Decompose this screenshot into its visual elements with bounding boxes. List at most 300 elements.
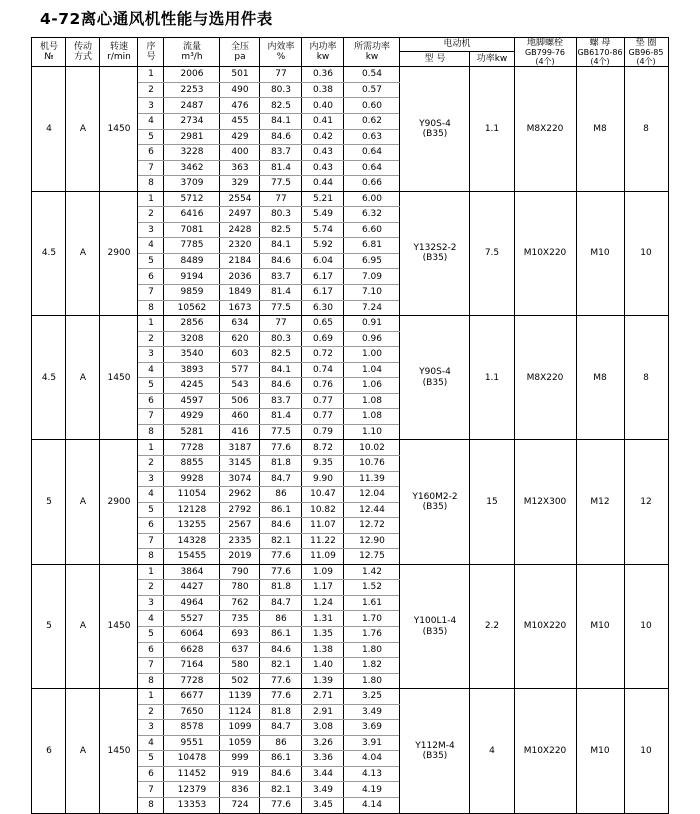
cell-power: 3.26 xyxy=(302,735,344,751)
col-header-speed: 转速 r/min xyxy=(100,37,138,67)
cell-pressure: 693 xyxy=(220,627,260,643)
cell-efficiency: 77.5 xyxy=(260,424,302,440)
cell-required-power: 0.60 xyxy=(344,98,400,114)
cell-power: 0.43 xyxy=(302,160,344,176)
cell-seq: 3 xyxy=(138,471,164,487)
cell-seq: 7 xyxy=(138,284,164,300)
cell-efficiency: 82.1 xyxy=(260,782,302,798)
cell-pressure: 490 xyxy=(220,82,260,98)
cell-motor-model: Y160M2-2 (B35) xyxy=(400,440,470,564)
cell-motor-kw: 1.1 xyxy=(470,316,514,440)
cell-flow: 6628 xyxy=(164,642,220,658)
cell-seq: 8 xyxy=(138,176,164,192)
cell-drive-type: A xyxy=(66,316,100,440)
cell-seq: 2 xyxy=(138,704,164,720)
cell-flow: 7728 xyxy=(164,673,220,689)
cell-required-power: 7.10 xyxy=(344,284,400,300)
cell-washer: 8 xyxy=(624,316,668,440)
cell-efficiency: 77.5 xyxy=(260,176,302,192)
cell-power: 1.39 xyxy=(302,673,344,689)
cell-power: 11.07 xyxy=(302,518,344,534)
cell-efficiency: 81.4 xyxy=(260,160,302,176)
col-header-flow: 流量 m³/h xyxy=(164,37,220,67)
cell-required-power: 1.08 xyxy=(344,393,400,409)
cell-motor-model: Y90S-4 (B35) xyxy=(400,316,470,440)
cell-power: 6.17 xyxy=(302,284,344,300)
cell-required-power: 1.70 xyxy=(344,611,400,627)
cell-required-power: 7.24 xyxy=(344,300,400,316)
cell-required-power: 12.75 xyxy=(344,549,400,565)
table-row xyxy=(32,689,668,705)
cell-efficiency: 77 xyxy=(260,191,302,207)
cell-pressure: 460 xyxy=(220,409,260,425)
cell-pressure: 2428 xyxy=(220,222,260,238)
cell-seq: 4 xyxy=(138,113,164,129)
cell-seq: 2 xyxy=(138,331,164,347)
cell-pressure: 735 xyxy=(220,611,260,627)
cell-power: 0.36 xyxy=(302,67,344,83)
cell-required-power: 4.13 xyxy=(344,766,400,782)
cell-required-power: 0.54 xyxy=(344,67,400,83)
cell-pressure: 919 xyxy=(220,766,260,782)
cell-power: 0.77 xyxy=(302,409,344,425)
cell-pressure: 724 xyxy=(220,798,260,814)
col-header-pressure: 全压 pa xyxy=(220,37,260,67)
cell-flow: 11452 xyxy=(164,766,220,782)
cell-motor-model: Y100L1-4 (B35) xyxy=(400,564,470,688)
cell-flow: 7785 xyxy=(164,238,220,254)
cell-seq: 6 xyxy=(138,642,164,658)
cell-flow: 4245 xyxy=(164,378,220,394)
col-header-required-power: 所需功率 kw xyxy=(344,37,400,67)
cell-drive-type: A xyxy=(66,440,100,564)
cell-required-power: 1.10 xyxy=(344,424,400,440)
cell-pressure: 1849 xyxy=(220,284,260,300)
cell-power: 0.79 xyxy=(302,424,344,440)
cell-pressure: 2036 xyxy=(220,269,260,285)
cell-power: 10.47 xyxy=(302,487,344,503)
cell-pressure: 1124 xyxy=(220,704,260,720)
cell-efficiency: 77 xyxy=(260,316,302,332)
cell-pressure: 3187 xyxy=(220,440,260,456)
col-header-motor-kw: 功率kw xyxy=(470,52,514,67)
cell-nut: M12 xyxy=(576,440,624,564)
cell-required-power: 0.91 xyxy=(344,316,400,332)
cell-seq: 4 xyxy=(138,487,164,503)
cell-efficiency: 80.3 xyxy=(260,207,302,223)
cell-speed: 2900 xyxy=(100,191,138,315)
cell-seq: 1 xyxy=(138,564,164,580)
cell-required-power: 1.52 xyxy=(344,580,400,596)
cell-seq: 5 xyxy=(138,502,164,518)
cell-drive-type: A xyxy=(66,67,100,191)
cell-drive-type: A xyxy=(66,564,100,688)
cell-flow: 9928 xyxy=(164,471,220,487)
cell-pressure: 637 xyxy=(220,642,260,658)
cell-efficiency: 82.5 xyxy=(260,347,302,363)
cell-flow: 4427 xyxy=(164,580,220,596)
col-header-no: 机号 № xyxy=(32,37,66,67)
cell-power: 0.43 xyxy=(302,145,344,161)
cell-power: 6.04 xyxy=(302,253,344,269)
cell-seq: 7 xyxy=(138,658,164,674)
col-header-washer: 垫 圈 GB96-85 (4个) xyxy=(624,37,668,67)
cell-required-power: 1.42 xyxy=(344,564,400,580)
cell-pressure: 2320 xyxy=(220,238,260,254)
cell-efficiency: 77.6 xyxy=(260,689,302,705)
cell-flow: 9859 xyxy=(164,284,220,300)
cell-speed: 2900 xyxy=(100,440,138,564)
cell-flow: 10478 xyxy=(164,751,220,767)
cell-power: 3.36 xyxy=(302,751,344,767)
cell-power: 8.72 xyxy=(302,440,344,456)
cell-required-power: 10.76 xyxy=(344,455,400,471)
cell-seq: 4 xyxy=(138,611,164,627)
cell-required-power: 6.00 xyxy=(344,191,400,207)
cell-pressure: 836 xyxy=(220,782,260,798)
cell-flow: 7081 xyxy=(164,222,220,238)
cell-seq: 1 xyxy=(138,689,164,705)
cell-washer: 10 xyxy=(624,564,668,688)
cell-power: 1.31 xyxy=(302,611,344,627)
cell-speed: 1450 xyxy=(100,316,138,440)
cell-seq: 8 xyxy=(138,798,164,814)
cell-efficiency: 86.1 xyxy=(260,751,302,767)
table-row xyxy=(32,440,668,456)
cell-flow: 7728 xyxy=(164,440,220,456)
col-header-power: 内功率 kw xyxy=(302,37,344,67)
cell-pressure: 1099 xyxy=(220,720,260,736)
cell-efficiency: 80.3 xyxy=(260,82,302,98)
cell-required-power: 6.60 xyxy=(344,222,400,238)
cell-flow: 9551 xyxy=(164,735,220,751)
cell-efficiency: 77 xyxy=(260,67,302,83)
cell-power: 3.49 xyxy=(302,782,344,798)
cell-seq: 1 xyxy=(138,316,164,332)
cell-required-power: 12.90 xyxy=(344,533,400,549)
cell-efficiency: 84.1 xyxy=(260,362,302,378)
cell-power: 3.08 xyxy=(302,720,344,736)
cell-flow: 4964 xyxy=(164,595,220,611)
cell-flow: 12379 xyxy=(164,782,220,798)
cell-required-power: 3.69 xyxy=(344,720,400,736)
cell-required-power: 11.39 xyxy=(344,471,400,487)
cell-flow: 8578 xyxy=(164,720,220,736)
cell-nut: M10 xyxy=(576,191,624,315)
cell-seq: 3 xyxy=(138,347,164,363)
cell-flow: 3864 xyxy=(164,564,220,580)
cell-efficiency: 84.1 xyxy=(260,238,302,254)
cell-washer: 10 xyxy=(624,191,668,315)
cell-seq: 8 xyxy=(138,300,164,316)
cell-motor-kw: 2.2 xyxy=(470,564,514,688)
cell-required-power: 3.25 xyxy=(344,689,400,705)
cell-pressure: 3145 xyxy=(220,455,260,471)
cell-power: 0.41 xyxy=(302,113,344,129)
cell-pressure: 2497 xyxy=(220,207,260,223)
cell-flow: 7164 xyxy=(164,658,220,674)
cell-power: 1.09 xyxy=(302,564,344,580)
table-row xyxy=(32,564,668,580)
cell-flow: 13353 xyxy=(164,798,220,814)
cell-efficiency: 77.6 xyxy=(260,798,302,814)
cell-flow: 6677 xyxy=(164,689,220,705)
cell-required-power: 3.49 xyxy=(344,704,400,720)
cell-seq: 5 xyxy=(138,751,164,767)
cell-pressure: 620 xyxy=(220,331,260,347)
cell-washer: 10 xyxy=(624,689,668,813)
cell-speed: 1450 xyxy=(100,689,138,813)
cell-power: 11.09 xyxy=(302,549,344,565)
cell-nut: M8 xyxy=(576,67,624,191)
cell-flow: 3893 xyxy=(164,362,220,378)
cell-seq: 6 xyxy=(138,766,164,782)
cell-required-power: 12.04 xyxy=(344,487,400,503)
cell-required-power: 4.19 xyxy=(344,782,400,798)
cell-flow: 10562 xyxy=(164,300,220,316)
cell-seq: 1 xyxy=(138,440,164,456)
cell-seq: 6 xyxy=(138,145,164,161)
cell-efficiency: 82.1 xyxy=(260,533,302,549)
cell-seq: 6 xyxy=(138,269,164,285)
cell-required-power: 1.80 xyxy=(344,642,400,658)
cell-efficiency: 86.1 xyxy=(260,502,302,518)
cell-flow: 13255 xyxy=(164,518,220,534)
cell-efficiency: 77.6 xyxy=(260,440,302,456)
cell-efficiency: 77.6 xyxy=(260,673,302,689)
col-header-drive: 传动 方式 xyxy=(66,37,100,67)
cell-fan-no: 6 xyxy=(32,689,66,813)
cell-flow: 9194 xyxy=(164,269,220,285)
cell-fan-no: 5 xyxy=(32,564,66,688)
cell-bolt: M10X220 xyxy=(514,191,576,315)
cell-seq: 1 xyxy=(138,67,164,83)
cell-flow: 8489 xyxy=(164,253,220,269)
table-row xyxy=(32,67,668,83)
cell-required-power: 0.96 xyxy=(344,331,400,347)
cell-washer: 8 xyxy=(624,67,668,191)
cell-efficiency: 81.4 xyxy=(260,284,302,300)
cell-pressure: 2792 xyxy=(220,502,260,518)
cell-seq: 8 xyxy=(138,424,164,440)
cell-required-power: 1.00 xyxy=(344,347,400,363)
cell-efficiency: 83.7 xyxy=(260,393,302,409)
cell-seq: 8 xyxy=(138,549,164,565)
cell-required-power: 3.91 xyxy=(344,735,400,751)
cell-seq: 7 xyxy=(138,409,164,425)
cell-flow: 6416 xyxy=(164,207,220,223)
cell-pressure: 2335 xyxy=(220,533,260,549)
cell-seq: 2 xyxy=(138,82,164,98)
cell-efficiency: 81.8 xyxy=(260,455,302,471)
cell-required-power: 1.82 xyxy=(344,658,400,674)
cell-pressure: 577 xyxy=(220,362,260,378)
cell-speed: 1450 xyxy=(100,67,138,191)
cell-pressure: 1139 xyxy=(220,689,260,705)
cell-seq: 3 xyxy=(138,222,164,238)
performance-table xyxy=(31,37,668,814)
cell-efficiency: 84.1 xyxy=(260,113,302,129)
cell-pressure: 2019 xyxy=(220,549,260,565)
cell-motor-model: Y132S2-2 (B35) xyxy=(400,191,470,315)
cell-seq: 6 xyxy=(138,393,164,409)
cell-power: 1.17 xyxy=(302,580,344,596)
cell-required-power: 10.02 xyxy=(344,440,400,456)
cell-efficiency: 77.6 xyxy=(260,549,302,565)
cell-power: 5.74 xyxy=(302,222,344,238)
cell-pressure: 634 xyxy=(220,316,260,332)
cell-pressure: 780 xyxy=(220,580,260,596)
cell-drive-type: A xyxy=(66,689,100,813)
cell-efficiency: 83.7 xyxy=(260,269,302,285)
col-header-motor-model: 型 号 xyxy=(400,52,470,67)
cell-efficiency: 86 xyxy=(260,487,302,503)
cell-pressure: 416 xyxy=(220,424,260,440)
cell-pressure: 501 xyxy=(220,67,260,83)
cell-seq: 7 xyxy=(138,782,164,798)
cell-flow: 7650 xyxy=(164,704,220,720)
cell-required-power: 0.63 xyxy=(344,129,400,145)
cell-seq: 4 xyxy=(138,735,164,751)
cell-power: 2.91 xyxy=(302,704,344,720)
cell-required-power: 7.09 xyxy=(344,269,400,285)
cell-required-power: 0.64 xyxy=(344,160,400,176)
cell-seq: 6 xyxy=(138,518,164,534)
cell-seq: 4 xyxy=(138,362,164,378)
cell-seq: 7 xyxy=(138,160,164,176)
table-row xyxy=(32,191,668,207)
cell-pressure: 543 xyxy=(220,378,260,394)
cell-required-power: 1.06 xyxy=(344,378,400,394)
cell-power: 1.24 xyxy=(302,595,344,611)
table-header-row xyxy=(32,37,668,52)
cell-pressure: 999 xyxy=(220,751,260,767)
cell-flow: 5712 xyxy=(164,191,220,207)
cell-pressure: 1059 xyxy=(220,735,260,751)
cell-efficiency: 84.6 xyxy=(260,378,302,394)
cell-pressure: 455 xyxy=(220,113,260,129)
cell-flow: 2006 xyxy=(164,67,220,83)
cell-motor-kw: 7.5 xyxy=(470,191,514,315)
cell-power: 1.38 xyxy=(302,642,344,658)
cell-nut: M10 xyxy=(576,689,624,813)
cell-pressure: 790 xyxy=(220,564,260,580)
cell-pressure: 762 xyxy=(220,595,260,611)
cell-seq: 2 xyxy=(138,455,164,471)
cell-efficiency: 77.6 xyxy=(260,564,302,580)
cell-bolt: M10X220 xyxy=(514,689,576,813)
cell-flow: 3462 xyxy=(164,160,220,176)
cell-efficiency: 84.6 xyxy=(260,518,302,534)
cell-nut: M10 xyxy=(576,564,624,688)
cell-required-power: 0.66 xyxy=(344,176,400,192)
cell-seq: 5 xyxy=(138,627,164,643)
cell-power: 0.38 xyxy=(302,82,344,98)
cell-required-power: 1.08 xyxy=(344,409,400,425)
col-header-seq: 序 号 xyxy=(138,37,164,67)
cell-power: 6.17 xyxy=(302,269,344,285)
cell-motor-model: Y90S-4 (B35) xyxy=(400,67,470,191)
cell-pressure: 429 xyxy=(220,129,260,145)
cell-flow: 4597 xyxy=(164,393,220,409)
cell-pressure: 329 xyxy=(220,176,260,192)
cell-power: 11.22 xyxy=(302,533,344,549)
cell-power: 6.30 xyxy=(302,300,344,316)
cell-flow: 2253 xyxy=(164,82,220,98)
cell-efficiency: 77.5 xyxy=(260,300,302,316)
cell-bolt: M8X220 xyxy=(514,67,576,191)
cell-seq: 2 xyxy=(138,580,164,596)
cell-required-power: 1.61 xyxy=(344,595,400,611)
cell-fan-no: 4.5 xyxy=(32,316,66,440)
col-header-bolt: 地脚螺栓 GB799-76 (4个) xyxy=(514,37,576,67)
cell-efficiency: 81.4 xyxy=(260,409,302,425)
cell-efficiency: 86.1 xyxy=(260,627,302,643)
cell-power: 0.72 xyxy=(302,347,344,363)
cell-required-power: 12.44 xyxy=(344,502,400,518)
cell-power: 0.69 xyxy=(302,331,344,347)
cell-motor-kw: 1.1 xyxy=(470,67,514,191)
cell-efficiency: 84.6 xyxy=(260,642,302,658)
cell-drive-type: A xyxy=(66,191,100,315)
cell-bolt: M10X220 xyxy=(514,564,576,688)
cell-flow: 5281 xyxy=(164,424,220,440)
cell-pressure: 2962 xyxy=(220,487,260,503)
cell-pressure: 400 xyxy=(220,145,260,161)
cell-efficiency: 84.7 xyxy=(260,471,302,487)
cell-efficiency: 83.7 xyxy=(260,145,302,161)
cell-seq: 4 xyxy=(138,238,164,254)
cell-flow: 2487 xyxy=(164,98,220,114)
cell-fan-no: 4.5 xyxy=(32,191,66,315)
cell-flow: 14328 xyxy=(164,533,220,549)
cell-pressure: 506 xyxy=(220,393,260,409)
cell-flow: 12128 xyxy=(164,502,220,518)
cell-pressure: 580 xyxy=(220,658,260,674)
cell-power: 0.76 xyxy=(302,378,344,394)
cell-pressure: 3074 xyxy=(220,471,260,487)
cell-speed: 1450 xyxy=(100,564,138,688)
cell-required-power: 0.64 xyxy=(344,145,400,161)
cell-pressure: 2554 xyxy=(220,191,260,207)
col-header-nut: 螺 母 GB6170-86 (4个) xyxy=(577,37,623,67)
cell-required-power: 0.62 xyxy=(344,113,400,129)
cell-seq: 2 xyxy=(138,207,164,223)
cell-power: 0.40 xyxy=(302,98,344,114)
cell-efficiency: 81.8 xyxy=(260,704,302,720)
cell-efficiency: 81.8 xyxy=(260,580,302,596)
cell-motor-kw: 15 xyxy=(470,440,514,564)
cell-efficiency: 86 xyxy=(260,735,302,751)
cell-flow: 4929 xyxy=(164,409,220,425)
cell-power: 9.90 xyxy=(302,471,344,487)
cell-power: 10.82 xyxy=(302,502,344,518)
cell-flow: 8855 xyxy=(164,455,220,471)
cell-efficiency: 82.5 xyxy=(260,222,302,238)
cell-seq: 5 xyxy=(138,253,164,269)
cell-required-power: 4.14 xyxy=(344,798,400,814)
cell-efficiency: 84.7 xyxy=(260,595,302,611)
cell-seq: 5 xyxy=(138,378,164,394)
cell-seq: 3 xyxy=(138,595,164,611)
cell-nut: M8 xyxy=(576,316,624,440)
cell-pressure: 363 xyxy=(220,160,260,176)
cell-flow: 3540 xyxy=(164,347,220,363)
cell-pressure: 1673 xyxy=(220,300,260,316)
cell-power: 0.65 xyxy=(302,316,344,332)
cell-power: 5.21 xyxy=(302,191,344,207)
cell-efficiency: 80.3 xyxy=(260,331,302,347)
